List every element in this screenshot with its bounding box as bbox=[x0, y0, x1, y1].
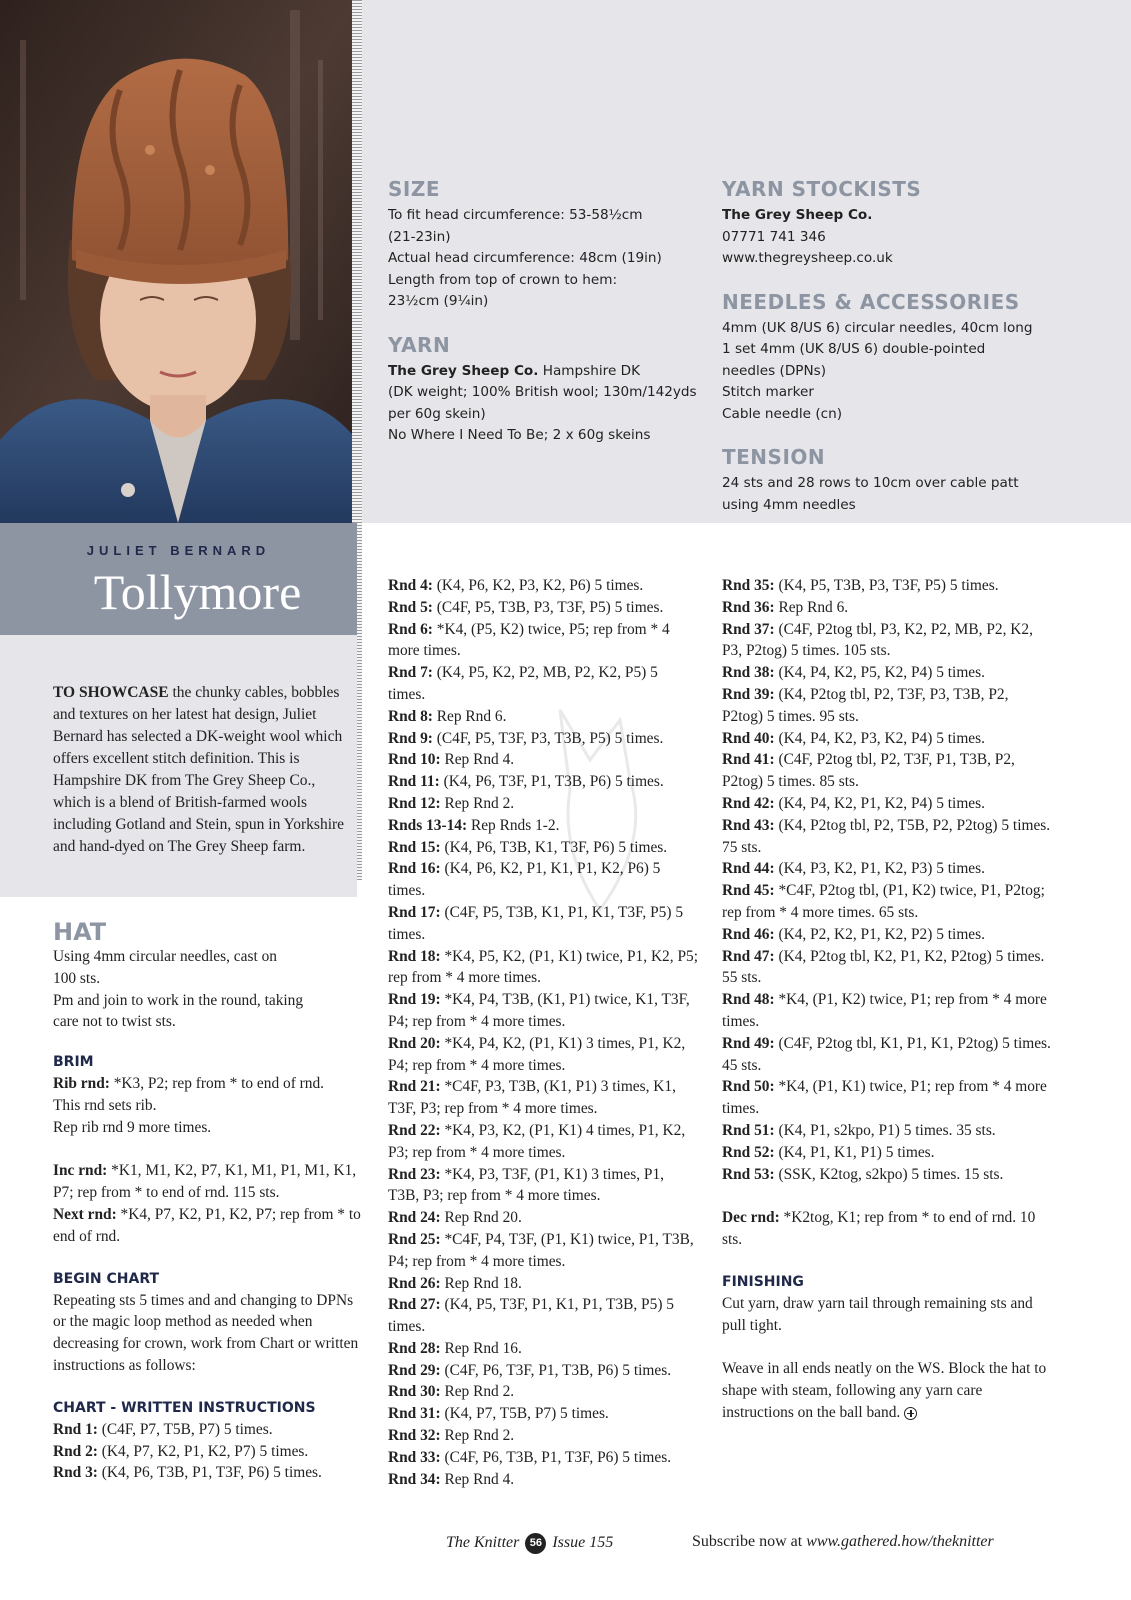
round-text: (K4, P1, s2kpo, P1) 5 times. 35 sts. bbox=[774, 1121, 996, 1139]
round-item bbox=[388, 1229, 698, 1273]
round-label: Rnd 21: bbox=[388, 1078, 441, 1096]
hat-intro-line: care not to twist sts. bbox=[53, 1013, 176, 1031]
size-line: 23½cm (9¼in) bbox=[388, 293, 489, 309]
round-text: *K4, P3, K2, (P1, K1) 4 times, P1, K2, P3; rep from * 4 more times. bbox=[388, 1121, 686, 1161]
round-label: Rnd 2: bbox=[53, 1442, 98, 1460]
subscribe-text: Subscribe now at bbox=[692, 1533, 803, 1550]
round-text: (K4, P3, K2, P1, K2, P3) 5 times. bbox=[774, 860, 985, 878]
magazine-name: The Knitter bbox=[446, 1534, 520, 1552]
round-item bbox=[388, 1360, 698, 1382]
round-item bbox=[388, 575, 698, 597]
round-text: *C4F, P3, T3B, (K1, P1) 3 times, K1, T3F, P3; rep from * 4 more times. bbox=[388, 1078, 676, 1118]
round-label: Rnd 20: bbox=[388, 1034, 441, 1052]
rib-rnd bbox=[53, 1073, 363, 1095]
stockists-heading: YARN STOCKISTS bbox=[722, 177, 922, 201]
round-label: Rnd 40: bbox=[722, 729, 775, 747]
info-column-right bbox=[722, 177, 1122, 536]
next-rnd bbox=[53, 1204, 363, 1248]
round-label: Rnd 36: bbox=[722, 598, 775, 616]
round-text: (K4, P2tog tbl, P2, T3F, P3, T3B, P2, P2tog) 5 times. 95 sts. bbox=[722, 685, 1009, 725]
round-label: Rnd 27: bbox=[388, 1296, 441, 1314]
finishing-text: Cut yarn, draw yarn tail through remaining sts and pull tight. bbox=[722, 1294, 1033, 1334]
round-text: (K4, P6, K2, P1, K1, P1, K2, P6) 5 times. bbox=[388, 860, 661, 900]
round-item bbox=[388, 1338, 698, 1360]
round-item bbox=[722, 924, 1052, 946]
rib-text: *K3, P2; rep from * to end of rnd. bbox=[109, 1075, 325, 1093]
round-label: Rnd 9: bbox=[388, 729, 433, 747]
round-text: (K4, P6, T3F, P1, T3B, P6) 5 times. bbox=[439, 773, 664, 791]
round-label: Rnd 6: bbox=[388, 620, 433, 638]
round-item bbox=[388, 946, 698, 990]
info-column-left bbox=[388, 177, 698, 467]
round-label: Rnd 30: bbox=[388, 1383, 441, 1401]
issue-number: Issue 155 bbox=[552, 1534, 614, 1552]
round-text: *K4, P4, K2, (P1, K1) 3 times, P1, K2, P4; rep from * 4 more times. bbox=[388, 1034, 686, 1074]
finishing-p2: Weave in all ends neatly on the WS. Block the hat to shape with steam, following any yarn care instructions on the ball band. bbox=[722, 1360, 1047, 1421]
round-item bbox=[388, 1207, 698, 1229]
round-label: Rnd 1: bbox=[53, 1420, 98, 1438]
round-label: Rnd 12: bbox=[388, 794, 441, 812]
round-item bbox=[388, 771, 698, 793]
title-band bbox=[0, 523, 357, 635]
round-item bbox=[722, 662, 1052, 684]
tension-line: 24 sts and 28 rows to 10cm over cable patt bbox=[722, 475, 1019, 491]
round-label: Rnd 29: bbox=[388, 1361, 441, 1379]
subscribe-url[interactable]: www.gathered.how/theknitter bbox=[806, 1533, 994, 1550]
next-label: Next rnd: bbox=[53, 1205, 117, 1223]
round-text: (K4, P2, K2, P1, K2, P2) 5 times. bbox=[774, 925, 985, 943]
round-text: Rep Rnd 2. bbox=[440, 1427, 515, 1445]
yarn-section bbox=[388, 333, 698, 447]
round-label: Rnd 15: bbox=[388, 838, 441, 856]
rib-line: This rnd sets rib. bbox=[53, 1096, 157, 1114]
round-text: *C4F, P4, T3F, (P1, K1) twice, P1, T3B, P4; rep from * 4 more times. bbox=[388, 1230, 694, 1270]
round-label: Rnd 32: bbox=[388, 1427, 441, 1445]
needles-section bbox=[722, 290, 1122, 426]
round-item bbox=[388, 706, 698, 728]
round-text: (C4F, P5, T3B, P3, T3F, P5) 5 times. bbox=[432, 598, 664, 616]
round-label: Rnd 46: bbox=[722, 925, 775, 943]
size-line: Actual head circumference: 48cm (19in) bbox=[388, 250, 662, 266]
stockist-phone: 07771 741 346 bbox=[722, 228, 826, 245]
needles-heading: NEEDLES & ACCESSORIES bbox=[722, 289, 1020, 314]
round-label: Rnd 51: bbox=[722, 1121, 775, 1139]
round-label: Rnd 28: bbox=[388, 1339, 441, 1357]
size-section bbox=[388, 177, 698, 313]
rounds-column-middle bbox=[388, 575, 698, 1490]
round-item bbox=[722, 815, 1052, 859]
round-item bbox=[388, 1164, 698, 1208]
needles-line: Stitch marker bbox=[722, 384, 814, 400]
dec-rnd bbox=[722, 1207, 1052, 1251]
round-text: *K4, (P1, K1) twice, P1; rep from * 4 more times. bbox=[722, 1078, 1047, 1118]
round-item bbox=[722, 858, 1052, 880]
round-item bbox=[388, 1447, 698, 1469]
round-text: (C4F, P5, T3B, K1, P1, K1, T3F, P5) 5 times. bbox=[388, 903, 684, 943]
round-label: Rnd 18: bbox=[388, 947, 441, 965]
tension-heading: TENSION bbox=[722, 445, 826, 469]
round-label: Rnd 48: bbox=[722, 991, 775, 1009]
round-text: *C4F, P2tog tbl, (P1, K2) twice, P1, P2tog; rep from * 4 more times. 65 sts. bbox=[722, 882, 1045, 921]
round-item bbox=[388, 619, 698, 663]
round-item bbox=[722, 793, 1052, 815]
round-item bbox=[722, 597, 1052, 619]
round-text: Rep Rnd 4. bbox=[440, 1470, 515, 1488]
begin-chart-text: Repeating sts 5 times and and changing to DPNs or the magic loop method as needed when decreasing for crown, work from Chart or written instructions as follows: bbox=[53, 1291, 359, 1374]
yarn-line: (DK weight; 100% British wool; 130m/142yds bbox=[388, 384, 697, 400]
hat-intro-line: Pm and join to work in the round, taking bbox=[53, 991, 304, 1009]
round-label: Rnd 31: bbox=[388, 1405, 441, 1423]
intro-lead: TO SHOWCASE bbox=[53, 684, 169, 701]
brim-heading: BRIM bbox=[53, 1054, 94, 1071]
pattern-title: Tollymore bbox=[93, 564, 302, 620]
rib-line: Rep rib rnd 9 more times. bbox=[53, 1118, 212, 1136]
round-text: (C4F, P2tog tbl, P2, T3F, P1, T3B, P2, P2tog) 5 times. 85 sts. bbox=[722, 751, 1015, 791]
round-text: (K4, P6, T3B, K1, T3F, P6) 5 times. bbox=[440, 838, 668, 856]
stockists-section bbox=[722, 177, 1122, 270]
round-text: *K4, (P5, K2) twice, P5; rep from * 4 more times. bbox=[388, 620, 670, 660]
round-text: *K4, P4, T3B, (K1, P1) twice, K1, T3F, P4; rep from * 4 more times. bbox=[388, 991, 690, 1030]
round-label: Rnd 34: bbox=[388, 1470, 441, 1488]
round-label: Rnd 49: bbox=[722, 1034, 775, 1052]
round-label: Rnd 26: bbox=[388, 1274, 441, 1292]
round-label: Rnd 23: bbox=[388, 1165, 441, 1183]
yarn-line: per 60g skein) bbox=[388, 405, 486, 422]
round-item bbox=[388, 1425, 698, 1447]
round-item bbox=[388, 1273, 698, 1295]
size-line: To fit head circumference: 53-58½cm bbox=[388, 207, 643, 223]
round-text: (K4, P5, K2, P2, MB, P2, K2, P5) 5 times. bbox=[388, 664, 658, 703]
round-item bbox=[722, 619, 1052, 663]
needles-line: Cable needle (cn) bbox=[722, 405, 843, 422]
finishing-heading: FINISHING bbox=[722, 1273, 804, 1290]
end-mark-icon bbox=[904, 1407, 917, 1420]
round-text: *K4, P5, K2, (P1, K1) twice, P1, K2, P5; rep from * 4 more times. bbox=[388, 947, 698, 987]
inc-label: Inc rnd: bbox=[53, 1162, 108, 1180]
round-text: (K4, P4, K2, P3, K2, P4) 5 times. bbox=[774, 729, 985, 747]
stockist-brand: The Grey Sheep Co. bbox=[722, 207, 873, 223]
round-item bbox=[388, 1403, 698, 1425]
round-text: Rep Rnd 16. bbox=[440, 1339, 522, 1357]
size-line: (21-23in) bbox=[388, 228, 451, 245]
round-item bbox=[53, 1419, 363, 1441]
round-item bbox=[388, 815, 698, 837]
dec-text: *K2tog, K1; rep from * to end of rnd. 10 sts. bbox=[722, 1209, 1036, 1248]
round-label: Rnd 50: bbox=[722, 1078, 775, 1096]
round-label: Rnd 10: bbox=[388, 751, 441, 769]
round-item bbox=[388, 1294, 698, 1338]
spacer bbox=[53, 1139, 363, 1161]
round-item bbox=[722, 880, 1052, 924]
round-item bbox=[722, 946, 1052, 990]
begin-chart-heading: BEGIN CHART bbox=[53, 1270, 160, 1287]
round-item bbox=[722, 989, 1052, 1033]
round-text: (K4, P4, K2, P1, K2, P4) 5 times. bbox=[774, 794, 985, 812]
round-item bbox=[388, 728, 698, 750]
right-rounds-list bbox=[722, 575, 1052, 1185]
written-instructions-heading: CHART - WRITTEN INSTRUCTIONS bbox=[53, 1399, 316, 1416]
round-text: *K4, P3, T3F, (P1, K1) 3 times, P1, T3B, P3; rep from * 4 more times. bbox=[388, 1165, 664, 1205]
round-text: Rep Rnd 6. bbox=[432, 707, 507, 725]
footer-issue bbox=[446, 1533, 613, 1554]
rounds-column-right bbox=[722, 575, 1052, 1423]
round-item bbox=[388, 793, 698, 815]
yarn-brand-line bbox=[388, 361, 698, 383]
round-item bbox=[388, 1033, 698, 1077]
round-text: (K4, P6, T3B, P1, T3F, P6) 5 times. bbox=[97, 1464, 322, 1482]
round-label: Rnd 38: bbox=[722, 664, 775, 682]
round-label: Rnd 33: bbox=[388, 1448, 441, 1466]
round-text: (K4, P2tog tbl, P2, T5B, P2, P2tog) 5 times. 75 sts. bbox=[722, 816, 1051, 856]
intro-text bbox=[53, 682, 353, 858]
round-text: *K4, (P1, K2) twice, P1; rep from * 4 more times. bbox=[722, 991, 1047, 1030]
round-item bbox=[722, 575, 1052, 597]
round-item bbox=[388, 837, 698, 859]
yarn-heading: YARN bbox=[388, 332, 451, 357]
round-text: Rep Rnd 6. bbox=[774, 598, 849, 616]
round-text: (K4, P5, T3B, P3, T3F, P5) 5 times. bbox=[774, 577, 999, 594]
round-item bbox=[722, 1164, 1052, 1186]
round-item bbox=[388, 1381, 698, 1403]
round-label: Rnd 11: bbox=[388, 773, 440, 791]
tension-line: using 4mm needles bbox=[722, 496, 856, 513]
round-item bbox=[388, 597, 698, 619]
round-label: Rnd 17: bbox=[388, 903, 441, 921]
spacer bbox=[722, 1185, 1052, 1207]
round-text: Rep Rnd 2. bbox=[440, 794, 515, 812]
round-text: (K4, P7, K2, P1, K2, P7) 5 times. bbox=[97, 1442, 309, 1460]
page-number: 56 bbox=[525, 1533, 546, 1554]
hat-heading: HAT bbox=[53, 918, 107, 946]
round-label: Rnds 13-14: bbox=[388, 816, 468, 834]
intro-body: the chunky cables, bobbles and textures on her latest hat design, Juliet Bernard has selected a DK-weight wool which offers excellent stitch definition. This is Hampshire DK from The Grey Sheep Co., which is a blend of British-farmed wools including Gotland and Stein, spun in Yorkshire and hand-dyed on The Grey Sheep farm. bbox=[53, 684, 345, 855]
spacer bbox=[722, 1336, 1052, 1358]
round-text: Rep Rnd 20. bbox=[440, 1209, 522, 1227]
footer-subscribe bbox=[692, 1533, 994, 1551]
round-text: (K4, P7, T5B, P7) 5 times. bbox=[440, 1405, 609, 1423]
stockist-website: www.thegreysheep.co.uk bbox=[722, 250, 893, 266]
round-text: (K4, P2tog tbl, K2, P1, K2, P2tog) 5 times. 55 sts. bbox=[722, 947, 1045, 987]
round-item bbox=[388, 858, 698, 902]
round-label: Rnd 35: bbox=[722, 577, 775, 594]
round-label: Rnd 25: bbox=[388, 1230, 441, 1248]
round-label: Rnd 44: bbox=[722, 860, 775, 878]
size-line: Length from top of crown to hem: bbox=[388, 271, 618, 288]
round-text: Rep Rnd 18. bbox=[440, 1274, 522, 1292]
round-item bbox=[53, 1441, 363, 1463]
size-heading: SIZE bbox=[388, 177, 441, 201]
round-text: (C4F, P5, T3F, P3, T3B, P5) 5 times. bbox=[432, 729, 664, 747]
round-text: (K4, P4, K2, P5, K2, P4) 5 times. bbox=[774, 664, 985, 682]
round-label: Rnd 7: bbox=[388, 664, 433, 682]
hat-column bbox=[53, 918, 363, 1484]
hat-intro-line: 100 sts. bbox=[53, 969, 101, 987]
needles-line: needles (DPNs) bbox=[722, 362, 827, 379]
round-text: (C4F, P6, T3F, P1, T3B, P6) 5 times. bbox=[440, 1361, 672, 1379]
round-item bbox=[722, 1142, 1052, 1164]
hat-intro-line: Using 4mm circular needles, cast on bbox=[53, 948, 277, 965]
round-item bbox=[388, 989, 698, 1033]
next-text: *K4, P7, K2, P1, K2, P7; rep from * to end of rnd. bbox=[53, 1205, 361, 1245]
round-label: Rnd 42: bbox=[722, 794, 775, 812]
tension-section bbox=[722, 445, 1122, 516]
round-label: Rnd 43: bbox=[722, 816, 775, 834]
round-label: Rnd 22: bbox=[388, 1121, 441, 1139]
round-label: Rnd 5: bbox=[388, 598, 433, 616]
inc-text: *K1, M1, K2, P7, K1, M1, P1, M1, K1, P7; rep from * to end of rnd. 115 sts. bbox=[53, 1162, 357, 1202]
needles-line: 4mm (UK 8/US 6) circular needles, 40cm long bbox=[722, 319, 1033, 336]
model-photo-illustration bbox=[0, 0, 357, 523]
dec-label: Dec rnd: bbox=[722, 1209, 780, 1227]
author-name: JULIET BERNARD bbox=[86, 543, 271, 558]
round-item bbox=[388, 902, 698, 946]
round-label: Rnd 19: bbox=[388, 991, 441, 1009]
round-label: Rnd 52: bbox=[722, 1143, 775, 1161]
round-label: Rnd 3: bbox=[53, 1464, 98, 1482]
round-text: Rep Rnd 4. bbox=[440, 751, 515, 769]
round-label: Rnd 24: bbox=[388, 1209, 441, 1227]
round-label: Rnd 16: bbox=[388, 860, 441, 878]
round-label: Rnd 53: bbox=[722, 1165, 775, 1183]
yarn-line: No Where I Need To Be; 2 x 60g skeins bbox=[388, 427, 651, 443]
rib-label: Rib rnd: bbox=[53, 1075, 110, 1093]
round-label: Rnd 41: bbox=[722, 751, 775, 769]
yarn-brand: The Grey Sheep Co. bbox=[388, 362, 539, 379]
round-text: (C4F, P7, T5B, P7) 5 times. bbox=[97, 1420, 273, 1438]
round-label: Rnd 8: bbox=[388, 707, 433, 725]
round-item bbox=[722, 749, 1052, 793]
round-item bbox=[722, 1076, 1052, 1120]
round-item bbox=[722, 684, 1052, 728]
round-item bbox=[388, 662, 698, 706]
round-label: Rnd 4: bbox=[388, 577, 433, 594]
round-text: Rep Rnds 1-2. bbox=[467, 816, 560, 834]
round-text: (C4F, P2tog tbl, P3, K2, P2, MB, P2, K2, P3, P2tog) 5 times. 105 sts. bbox=[722, 620, 1033, 660]
round-item bbox=[388, 1120, 698, 1164]
round-text: (K4, P6, K2, P3, K2, P6) 5 times. bbox=[432, 577, 644, 594]
round-text: (K4, P5, T3F, P1, K1, P1, T3B, P5) 5 times. bbox=[388, 1296, 674, 1336]
round-label: Rnd 39: bbox=[722, 685, 775, 703]
round-label: Rnd 45: bbox=[722, 882, 775, 900]
hero-photo bbox=[0, 0, 357, 523]
finishing-text-2 bbox=[722, 1358, 1052, 1423]
round-item bbox=[53, 1462, 363, 1484]
round-label: Rnd 47: bbox=[722, 947, 775, 965]
round-item bbox=[388, 749, 698, 771]
yarn-name: Hampshire DK bbox=[538, 362, 641, 379]
round-item bbox=[388, 1076, 698, 1120]
round-text: (K4, P1, K1, P1) 5 times. bbox=[774, 1143, 935, 1161]
round-label: Rnd 37: bbox=[722, 620, 775, 638]
round-text: Rep Rnd 2. bbox=[440, 1383, 515, 1401]
round-item bbox=[722, 1120, 1052, 1142]
round-text: (C4F, P2tog tbl, K1, P1, K1, P2tog) 5 times. 45 sts. bbox=[722, 1034, 1051, 1074]
round-item bbox=[722, 728, 1052, 750]
needles-line: 1 set 4mm (UK 8/US 6) double-pointed bbox=[722, 341, 986, 357]
round-item bbox=[388, 1469, 698, 1491]
inc-rnd bbox=[53, 1160, 363, 1204]
round-text: (SSK, K2tog, s2kpo) 5 times. 15 sts. bbox=[774, 1165, 1004, 1183]
round-text: (C4F, P6, T3B, P1, T3F, P6) 5 times. bbox=[440, 1448, 672, 1466]
intro-panel bbox=[0, 635, 357, 897]
round-item bbox=[722, 1033, 1052, 1077]
